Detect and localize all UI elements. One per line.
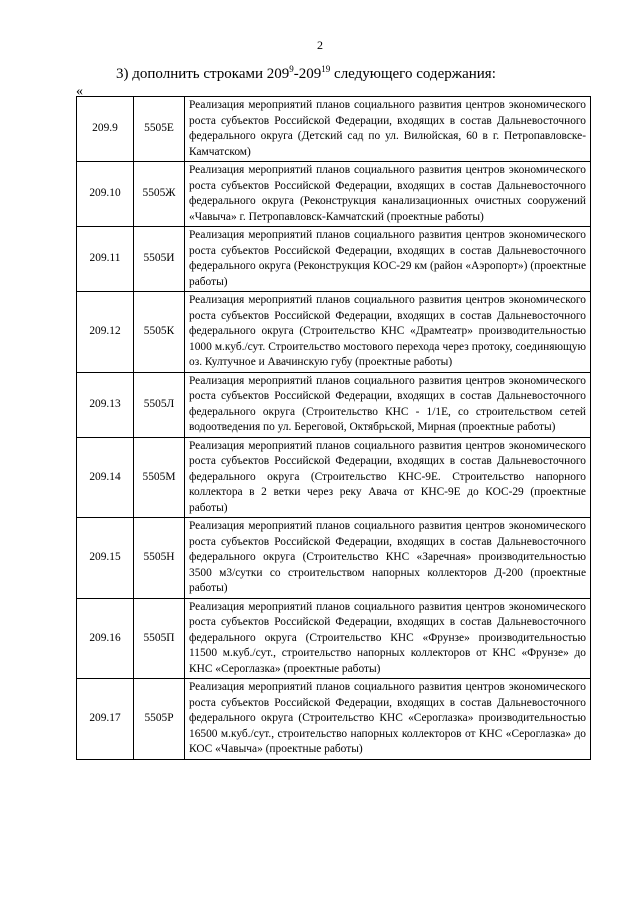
row-code: 5505Е	[134, 97, 185, 162]
row-description: Реализация мероприятий планов социального развития центров экономического роста субъектов Российской Федерации, входящих в состав Дальневосточного федерального округа (Детский сад по ул. Вилюйская, 60 в г. Петропавловске-Камчатском)	[185, 97, 591, 162]
table-row	[77, 679, 591, 760]
amendment-table	[76, 96, 591, 760]
row-description: Реализация мероприятий планов социального развития центров экономического роста субъектов Российской Федерации, входящих в состав Дальневосточного федерального округа (Строительство КНС «Сероглазка» производительностью 16500 м.куб./сут., строительство напорных коллекторов от КНС «Сероглазка» до КОС «Чавыча» (проектные работы)	[185, 679, 591, 760]
table-row	[77, 227, 591, 292]
row-number: 209.13	[77, 372, 134, 437]
row-code: 5505Р	[134, 679, 185, 760]
row-code: 5505И	[134, 227, 185, 292]
row-description: Реализация мероприятий планов социального развития центров экономического роста субъектов Российской Федерации, входящих в состав Дальневосточного федерального округа (Строительство КНС «Заречная» производительностью 3500 м3/сутки со строительством напорных коллекторов Д-200 (проектные работы)	[185, 518, 591, 599]
intro-superscript-end: 19	[321, 64, 331, 74]
row-code: 5505Л	[134, 372, 185, 437]
intro-suffix: следующего содержания:	[330, 66, 496, 82]
row-number: 209.12	[77, 292, 134, 373]
table-row	[77, 97, 591, 162]
row-number: 209.17	[77, 679, 134, 760]
amendment-table-body	[77, 97, 591, 760]
page-number: 2	[317, 38, 323, 52]
intro-line	[116, 64, 496, 83]
table-row	[77, 162, 591, 227]
row-description: Реализация мероприятий планов социального развития центров экономического роста субъектов Российской Федерации, входящих в состав Дальневосточного федерального округа (Реконструкция КОС-29 км (район «Аэропорт») (проектные работы)	[185, 227, 591, 292]
row-number: 209.16	[77, 598, 134, 679]
row-number: 209.15	[77, 518, 134, 599]
row-number: 209.9	[77, 97, 134, 162]
row-code: 5505М	[134, 437, 185, 518]
row-code: 5505П	[134, 598, 185, 679]
row-description: Реализация мероприятий планов социального развития центров экономического роста субъектов Российской Федерации, входящих в состав Дальневосточного федерального округа (Строительство КНС - 1/1Е, со строительством сетей водоотведения по ул. Береговой, Октябрьской, Мирная (проектные работы)	[185, 372, 591, 437]
table-row	[77, 292, 591, 373]
row-number: 209.11	[77, 227, 134, 292]
table-row	[77, 437, 591, 518]
table-row	[77, 518, 591, 599]
intro-superscript-start: 9	[289, 64, 294, 74]
opening-quote: «	[76, 84, 83, 99]
row-number: 209.10	[77, 162, 134, 227]
table-row	[77, 372, 591, 437]
intro-middle: -209	[293, 66, 322, 82]
row-description: Реализация мероприятий планов социального развития центров экономического роста субъектов Российской Федерации, входящих в состав Дальневосточного федерального округа (Строительство КНС-9Е. Строительство напорного коллектора в 2 ветки через реку Авача от КНС-9Е до КОС-29 (проектные работы)	[185, 437, 591, 518]
row-description: Реализация мероприятий планов социального развития центров экономического роста субъектов Российской Федерации, входящих в состав Дальневосточного федерального округа (Реконструкция канализационных очистных сооружений «Чавыча» г. Петропавловск-Камчатский (проектные работы)	[185, 162, 591, 227]
table-row	[77, 598, 591, 679]
row-description: Реализация мероприятий планов социального развития центров экономического роста субъектов Российской Федерации, входящих в состав Дальневосточного федерального округа (Строительство КНС «Драмтеатр» производительностью 1000 м.куб./сут. Строительство мостового перехода через протоку, соединяющую оз. Култучное и Авачинскую губу (проектные работы)	[185, 292, 591, 373]
row-code: 5505Н	[134, 518, 185, 599]
row-code: 5505Ж	[134, 162, 185, 227]
intro-prefix: 3) дополнить строками 209	[116, 66, 290, 82]
row-description: Реализация мероприятий планов социального развития центров экономического роста субъектов Российской Федерации, входящих в состав Дальневосточного федерального округа (Строительство КНС «Фрунзе» производительностью 11500 м.куб./сут., строительство напорных коллекторов от КНС «Фрунзе» до КНС «Сероглазка» (проектные работы)	[185, 598, 591, 679]
row-number: 209.14	[77, 437, 134, 518]
row-code: 5505К	[134, 292, 185, 373]
